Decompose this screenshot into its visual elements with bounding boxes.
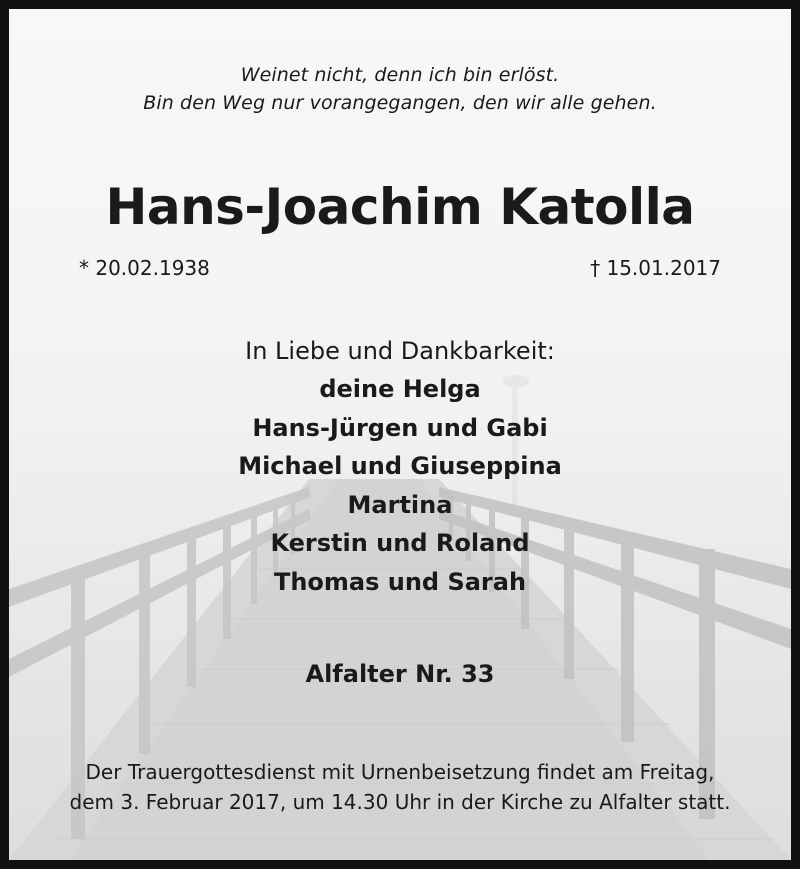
family-address: Alfalter Nr. 33 — [305, 660, 495, 688]
mourner-entry: Martina — [347, 490, 453, 519]
mourner-entry: deine Helga — [319, 375, 481, 403]
service-line: Der Trauergottesdienst mit Urnenbeisetzung findet am Freitag, — [85, 760, 715, 784]
service-line: dem 3. Februar 2017, um 14.30 Uhr in der Kirche zu Alfalter statt. — [69, 790, 731, 814]
mourner-entry: Kerstin und Roland — [270, 529, 530, 557]
mourner-entry: Thomas und Sarah — [273, 567, 527, 596]
deceased-name: Hans-Joachim Katolla — [105, 178, 695, 236]
funeral-service-info — [9, 757, 791, 817]
death-date: † 15.01.2017 — [590, 256, 721, 280]
motto-line: Bin den Weg nur vorangegangen, den wir alle gehen. — [143, 92, 657, 114]
mourner-entry: Michael und Giuseppina — [238, 452, 562, 480]
motto-line: Weinet nicht, denn ich bin erlöst. — [240, 64, 560, 86]
obituary-content — [9, 9, 791, 860]
mourner-entry: Hans-Jürgen und Gabi — [252, 413, 548, 442]
mourners-list — [9, 370, 791, 601]
birth-date: * 20.02.1938 — [79, 256, 210, 280]
mourners-intro: In Liebe und Dankbarkeit: — [245, 337, 555, 365]
motto-quote — [9, 61, 791, 117]
